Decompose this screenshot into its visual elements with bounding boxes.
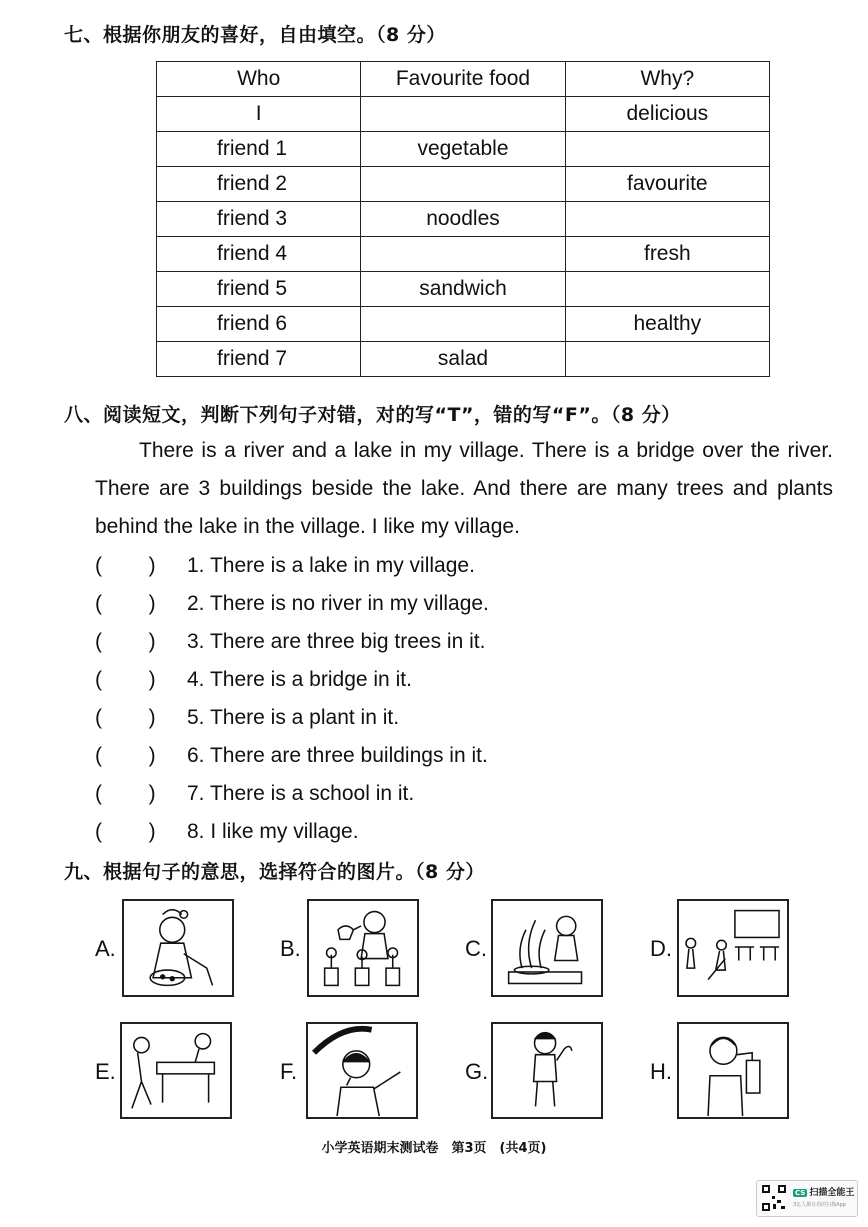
boy-drinking-juice-icon[interactable]	[677, 1022, 789, 1119]
table-row	[157, 307, 770, 342]
scanner-watermark	[756, 1180, 858, 1217]
answer-blank[interactable]: ( )	[95, 554, 156, 577]
question-text: 7. There is a school in it.	[187, 782, 415, 805]
cell-who: friend 7	[157, 342, 361, 377]
cell-food[interactable]	[361, 307, 565, 342]
list-item	[95, 813, 795, 851]
answer-blank[interactable]: ( )	[95, 630, 156, 653]
reading-passage	[95, 432, 833, 546]
kids-playing-ping-pong-icon[interactable]	[120, 1022, 232, 1119]
girl-watering-flowers-icon[interactable]	[307, 899, 419, 997]
girl-cooking-icon[interactable]	[491, 899, 603, 997]
header-why: Why?	[565, 62, 769, 97]
cell-why[interactable]	[565, 132, 769, 167]
cell-why: favourite	[565, 167, 769, 202]
table-row	[157, 342, 770, 377]
list-item	[95, 623, 795, 661]
passage-text: There is a river and a lake in my village. There is a bridge over the river. There are 3 buildings beside the lake. And there are many trees and plants behind the lake in the village. I like my village.	[95, 439, 833, 538]
pic-label-b: B.	[280, 936, 301, 961]
table-row	[157, 97, 770, 132]
table-row	[157, 237, 770, 272]
pic-label-e: E.	[95, 1059, 116, 1084]
cell-food[interactable]	[361, 237, 565, 272]
favourite-food-table	[156, 61, 770, 377]
cell-food: noodles	[361, 202, 565, 237]
section8-title: 八、阅读短文，判断下列句子对错，对的写“T”，错的写“F”。（8 分）	[64, 404, 681, 426]
cell-who: friend 2	[157, 167, 361, 202]
pic-label-g: G.	[465, 1059, 489, 1084]
question-text: 3. There are three big trees in it.	[187, 630, 486, 653]
cell-who: friend 4	[157, 237, 361, 272]
cell-who: friend 1	[157, 132, 361, 167]
cell-food: salad	[361, 342, 565, 377]
list-item	[95, 547, 795, 585]
cell-food: vegetable	[361, 132, 565, 167]
cell-who: friend 5	[157, 272, 361, 307]
cell-who: friend 6	[157, 307, 361, 342]
pic-label-d: D.	[650, 936, 672, 961]
answer-blank[interactable]: ( )	[95, 744, 156, 767]
table-row	[157, 132, 770, 167]
answer-blank[interactable]: ( )	[95, 782, 156, 805]
cell-why[interactable]	[565, 202, 769, 237]
section9-title: 九、根据句子的意思，选择符合的图片。（8 分）	[64, 861, 485, 883]
cell-who: friend 3	[157, 202, 361, 237]
question-text: 6. There are three buildings in it.	[187, 744, 488, 767]
table-row	[157, 202, 770, 237]
cell-who: I	[157, 97, 361, 132]
header-food: Favourite food	[361, 62, 565, 97]
answer-blank[interactable]: ( )	[95, 820, 156, 843]
boy-singing-icon[interactable]	[306, 1022, 418, 1119]
answer-blank[interactable]: ( )	[95, 668, 156, 691]
cell-why: fresh	[565, 237, 769, 272]
kids-sweeping-classroom-icon[interactable]	[677, 899, 789, 997]
cell-food[interactable]	[361, 167, 565, 202]
girl-baking-icon[interactable]	[122, 899, 234, 997]
question-text: 2. There is no river in my village.	[187, 592, 489, 615]
section7-title: 七、根据你朋友的喜好，自由填空。（8 分）	[64, 24, 446, 46]
list-item	[95, 737, 795, 775]
qr-code-icon	[761, 1184, 787, 1212]
cell-why: healthy	[565, 307, 769, 342]
list-item	[95, 661, 795, 699]
cell-why[interactable]	[565, 272, 769, 307]
answer-blank[interactable]: ( )	[95, 592, 156, 615]
answer-blank[interactable]: ( )	[95, 706, 156, 729]
table-row	[157, 167, 770, 202]
cell-why[interactable]	[565, 342, 769, 377]
table-row	[157, 272, 770, 307]
true-false-questions	[95, 547, 795, 851]
question-text: 1. There is a lake in my village.	[187, 554, 475, 577]
cell-why: delicious	[565, 97, 769, 132]
question-text: 5. There is a plant in it.	[187, 706, 400, 729]
pic-label-f: F.	[280, 1059, 298, 1084]
question-text: 8. I like my village.	[187, 820, 359, 843]
list-item	[95, 775, 795, 813]
pic-label-a: A.	[95, 936, 116, 961]
page-footer: 小学英语期末测试卷 第3页 (共4页)	[321, 1141, 547, 1156]
pic-label-c: C.	[465, 936, 487, 961]
cell-food: sandwich	[361, 272, 565, 307]
header-who: Who	[157, 62, 361, 97]
scanner-brand-name: 扫描全能王	[809, 1188, 855, 1198]
question-text: 4. There is a bridge in it.	[187, 668, 412, 691]
list-item	[95, 585, 795, 623]
pic-label-h: H.	[650, 1059, 672, 1084]
list-item	[95, 699, 795, 737]
scanner-slogan: 3亿人都在用的扫描App	[793, 1202, 846, 1208]
scanner-brand	[793, 1185, 854, 1198]
boy-eating-banana-icon[interactable]	[491, 1022, 603, 1119]
cell-food[interactable]	[361, 97, 565, 132]
scanner-logo: CS	[795, 1189, 806, 1197]
